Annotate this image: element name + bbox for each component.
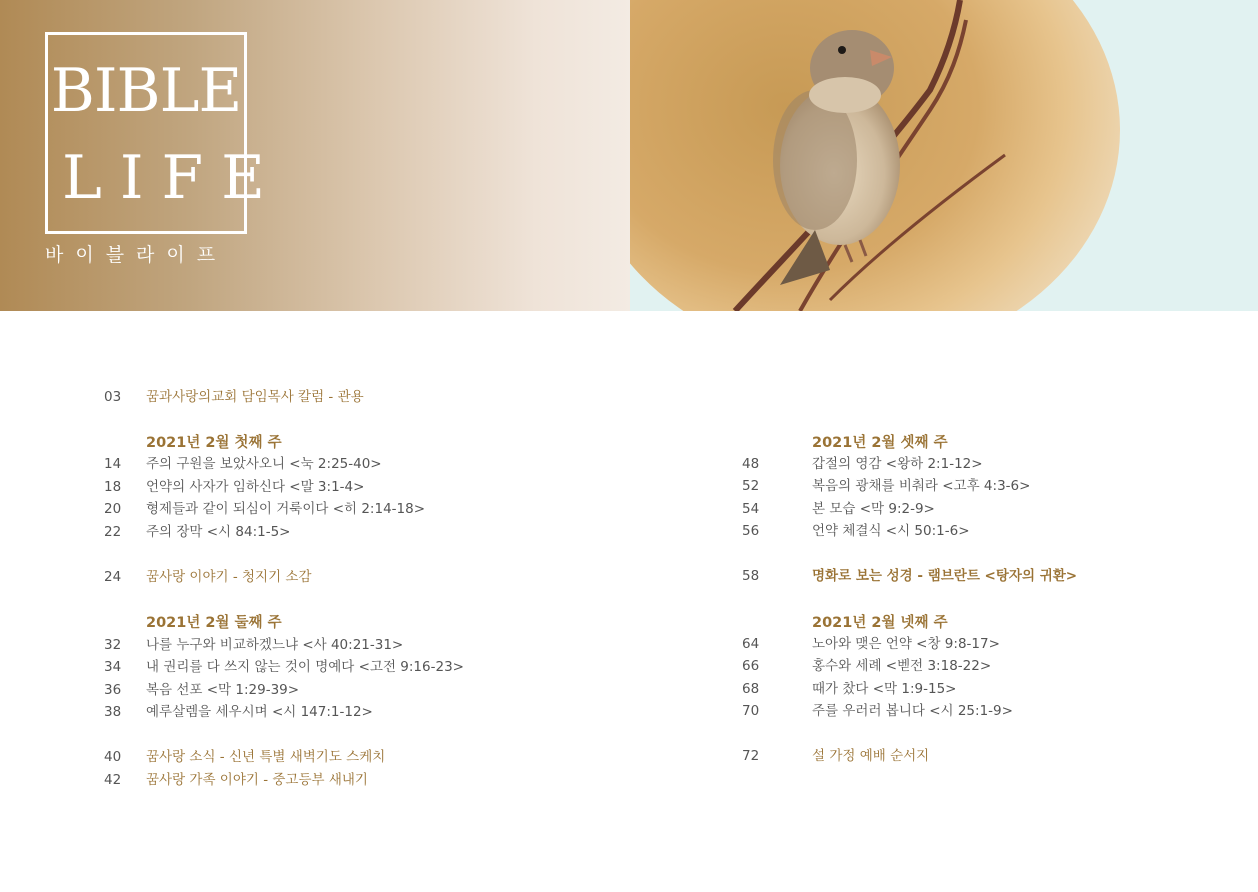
entry-title: 복음 선포 <막 1:29-39> — [146, 682, 300, 698]
page-number: 20 — [104, 501, 122, 517]
page-number: 36 — [104, 682, 122, 698]
page-number: 42 — [104, 772, 122, 788]
page-number: 34 — [104, 659, 122, 675]
page-number: 24 — [104, 569, 122, 585]
entry-title: 명화로 보는 성경 - 램브란트 <탕자의 귀환> — [812, 568, 1078, 584]
entry-title: 꿈사랑 가족 이야기 - 중고등부 새내기 — [146, 772, 368, 788]
page-number: 22 — [104, 524, 122, 540]
page-number: 64 — [742, 636, 760, 652]
page-number: 56 — [742, 523, 760, 539]
logo-frame — [45, 32, 283, 234]
page-number: 48 — [742, 456, 760, 472]
entry-title: 주를 우러러 봅니다 <시 25:1-9> — [812, 703, 1013, 719]
sparrow-illustration — [630, 0, 1258, 311]
page-number: 72 — [742, 748, 760, 764]
entry-title: 홍수와 세례 <벧전 3:18-22> — [812, 658, 992, 674]
entry-title: 언약의 사자가 임하신다 <말 3:1-4> — [146, 479, 365, 495]
logo-title-line1: BIBLE — [50, 56, 242, 126]
toc-right-column — [742, 431, 1222, 771]
week2-heading: 2021년 2월 둘째 주 — [146, 615, 282, 631]
page-number: 32 — [104, 637, 122, 653]
entry-title: 주의 구원을 보았사오니 <눅 2:25-40> — [146, 456, 382, 472]
entry-title: 언약 체결식 <시 50:1-6> — [812, 523, 970, 539]
entry-title: 예루살렘을 세우시며 <시 147:1-12> — [146, 704, 373, 720]
page-number: 40 — [104, 749, 122, 765]
page-number: 66 — [742, 658, 760, 674]
header-banner — [0, 0, 1258, 311]
page-number: 54 — [742, 501, 760, 517]
page-number: 03 — [104, 389, 122, 405]
entry-title: 형제들과 같이 되심이 거룩이다 <히 2:14-18> — [146, 501, 426, 517]
page-number: 38 — [104, 704, 122, 720]
entry-title: 노아와 맺은 언약 <창 9:8-17> — [812, 636, 1000, 652]
entry-title: 꿈사랑 소식 - 신년 특별 새벽기도 스케치 — [146, 749, 386, 765]
page-number: 18 — [104, 479, 122, 495]
entry-title: 주의 장막 <시 84:1-5> — [146, 524, 291, 540]
entry-title: 꿈사랑 이야기 - 청지기 소감 — [146, 569, 312, 585]
week4-heading: 2021년 2월 넷째 주 — [812, 615, 948, 631]
entry-title: 나를 누구와 비교하겠느냐 <사 40:21-31> — [146, 637, 404, 653]
entry-title: 내 권리를 다 쓰지 않는 것이 명예다 <고전 9:16-23> — [146, 659, 464, 675]
page-number: 52 — [742, 478, 760, 494]
entry-title: 설 가정 예배 순서지 — [812, 748, 930, 764]
page-number: 14 — [104, 456, 122, 472]
toc-left-column — [104, 388, 664, 808]
entry-title: 꿈과사랑의교회 담임목사 칼럼 - 관용 — [146, 389, 364, 405]
page-number: 68 — [742, 681, 760, 697]
logo-subtitle: 바이블라이프 — [45, 244, 228, 266]
logo-title-line2: LIFE — [62, 143, 283, 213]
sparrow-photo — [630, 0, 1258, 311]
entry-title: 복음의 광채를 비춰라 <고후 4:3-6> — [812, 478, 1031, 494]
entry-title: 갑절의 영감 <왕하 2:1-12> — [812, 456, 983, 472]
header-gradient-panel — [0, 0, 630, 311]
entry-title: 때가 찼다 <막 1:9-15> — [812, 681, 957, 697]
entry-title: 본 모습 <막 9:2-9> — [812, 501, 935, 517]
page-number: 58 — [742, 568, 760, 584]
page-number: 70 — [742, 703, 760, 719]
week3-heading: 2021년 2월 셋째 주 — [812, 435, 948, 451]
week1-heading: 2021년 2월 첫째 주 — [146, 435, 282, 451]
